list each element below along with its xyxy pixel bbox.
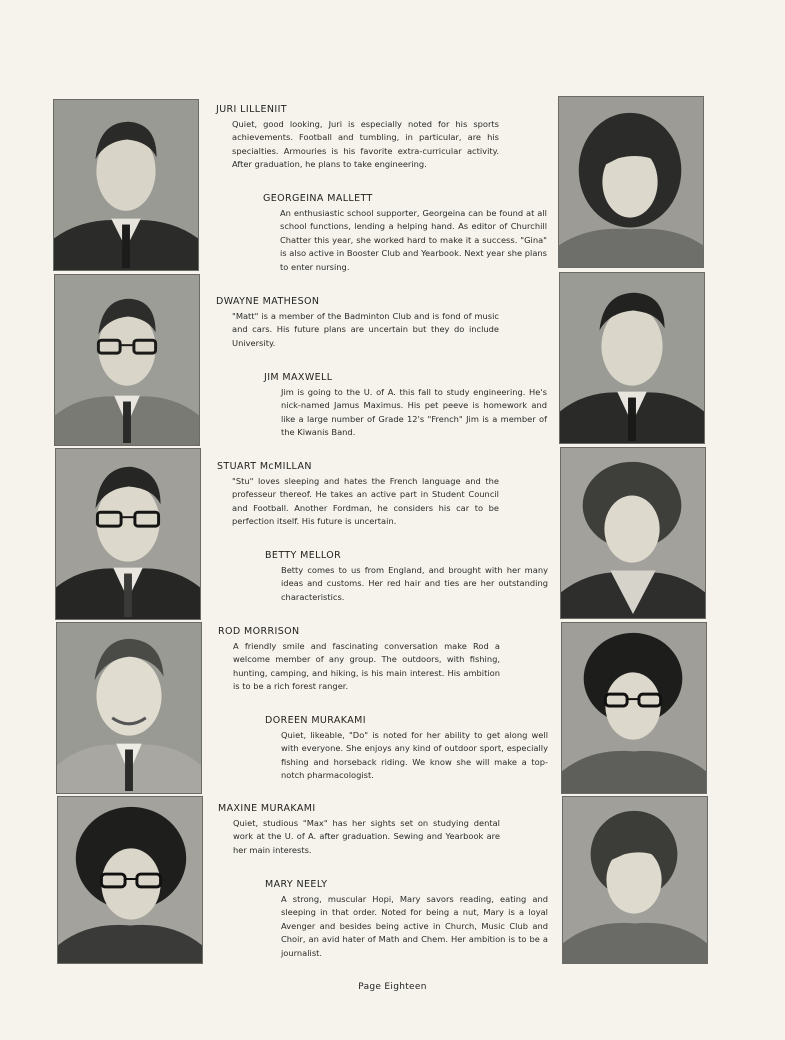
entry-dwayne-matheson xyxy=(216,296,499,350)
photo-juri-lilleniit xyxy=(53,99,199,271)
photo-mary-neely xyxy=(562,796,708,964)
student-bio: A friendly smile and fascinating conversation make Rod a welcome member of any group. The outdoors, with fishing, hunting, camping, and hiking, is his main interest. His ambition is to be a rich forest ranger. xyxy=(233,641,500,692)
student-name: STUART McMILLAN xyxy=(217,461,312,472)
entry-rod-morrison xyxy=(218,626,500,694)
student-bio: "Stu" loves sleeping and hates the French language and the professeur thereof. He takes an active part in Student Council and Football. Another Fordman, he considers his car to be perfection itself. His future is uncertain. xyxy=(232,476,499,527)
student-name: MARY NEELY xyxy=(265,879,328,890)
entry-maxine-murakami xyxy=(218,803,500,857)
student-name: MAXINE MURAKAMI xyxy=(218,803,316,814)
student-name: BETTY MELLOR xyxy=(265,550,342,561)
student-bio: Quiet, likeable, "Do" is noted for her ability to get along well with everyone. She enjoys any kind of outdoor sport, especially fishing and horseback riding. We know she will make a top-notch pharmacologist. xyxy=(281,730,548,781)
photo-doreen-murakami xyxy=(561,622,707,794)
page-number: Page Eighteen xyxy=(358,982,427,992)
student-name: GEORGEINA MALLETT xyxy=(263,193,373,204)
student-name: DOREEN MURAKAMI xyxy=(265,715,366,726)
student-bio: Quiet, good looking, Juri is especially noted for his sports achievements. Football and tumbling, in particular, are his specialties. Armouries is his favorite extra-curricular activity. After graduation, he plans to take engineering. xyxy=(232,119,499,170)
student-bio: Jim is going to the U. of A. this fall to study engineering. He's nick-named Jamus Maximus. His pet peeve is homework and like a large number of Grade 12's "French" Jim is a member of the Kiwanis Band. xyxy=(281,387,547,438)
student-bio: Betty comes to us from England, and brought with her many ideas and customs. Her red hair and ties are her outstanding characteristics. xyxy=(281,565,548,602)
photo-rod-morrison xyxy=(56,622,202,794)
photo-betty-mellor xyxy=(560,447,706,619)
student-name: DWAYNE MATHESON xyxy=(216,296,320,307)
student-bio: "Matt" is a member of the Badminton Club and is fond of music and cars. His future plans are uncertain but they do include University. xyxy=(232,311,499,348)
photo-jim-maxwell xyxy=(559,272,705,444)
student-name: JURI LILLENIIT xyxy=(216,104,287,115)
photo-georgeina-mallett xyxy=(558,96,704,268)
entry-doreen-murakami xyxy=(265,715,548,783)
photo-dwayne-matheson xyxy=(54,274,200,446)
entry-stuart-mcmillan xyxy=(217,461,499,529)
student-bio: An enthusiastic school supporter, Georgeina can be found at all school functions, lending a helping hand. As editor of Churchill Chatter this year, she worked hard to make it a success. "Gina" is also active in Booster Club and Yearbook. Next year she plans to enter nursing. xyxy=(280,208,547,272)
entry-jim-maxwell xyxy=(264,372,547,440)
photo-maxine-murakami xyxy=(57,796,203,964)
photo-stuart-mcmillan xyxy=(55,448,201,620)
student-name: JIM MAXWELL xyxy=(264,372,333,383)
entry-georgeina-mallett xyxy=(263,193,547,274)
entry-betty-mellor xyxy=(265,550,548,604)
student-bio: A strong, muscular Hopi, Mary savors reading, eating and sleeping in that order. Noted for being a nut, Mary is a loyal Avenger and besides being active in Church, Music Club and Choir, an avid hater of Math and Chem. Her ambition is to be a journalist. xyxy=(281,894,548,958)
student-name: ROD MORRISON xyxy=(218,626,300,637)
student-bio: Quiet, studious "Max" has her sights set on studying dental work at the U. of A. after graduation. Sewing and Yearbook are her main interests. xyxy=(233,818,500,855)
entry-mary-neely xyxy=(265,879,548,960)
entry-juri-lilleniit xyxy=(216,104,499,172)
